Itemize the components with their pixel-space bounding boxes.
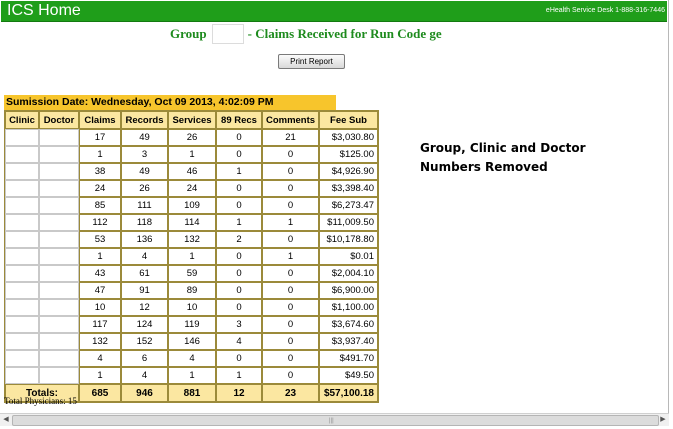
comments-cell: 0 [262,350,319,367]
services-cell: 59 [168,265,216,282]
page-title [170,24,442,44]
clinic-cell-redacted [5,248,39,265]
scroll-thumb[interactable] [12,415,659,426]
service-desk-text: eHealth Service Desk 1-888-316-7446 [545,7,665,14]
comments-cell: 0 [262,316,319,333]
89-recs-cell: 0 [216,197,262,214]
doctor-cell-redacted [39,214,79,231]
home-link[interactable]: ICS Home [7,2,81,19]
89-recs-cell: 1 [216,163,262,180]
records-cell: 12 [121,299,168,316]
claims-cell: 47 [79,282,121,299]
89-recs-cell: 0 [216,146,262,163]
total-fee-sub: $57,100.18 [319,384,378,402]
print-report-button[interactable]: Print Report [278,54,345,69]
clinic-cell-redacted [5,163,39,180]
comments-cell: 0 [262,282,319,299]
column-header-comments: Comments [262,111,319,129]
fee-sub-cell: $6,273.47 [319,197,378,214]
page-title-prefix: Group [170,26,207,41]
records-cell: 4 [121,367,168,384]
clinic-cell-redacted [5,299,39,316]
doctor-cell-redacted [39,129,79,146]
services-cell: 24 [168,180,216,197]
claims-cell: 1 [79,367,121,384]
doctor-cell-redacted [39,333,79,350]
services-cell: 132 [168,231,216,248]
table-row [5,197,378,214]
89-recs-cell: 1 [216,214,262,231]
page-title-suffix: - Claims Received for Run Code ge [247,26,442,41]
records-cell: 61 [121,265,168,282]
records-cell: 111 [121,197,168,214]
submission-date: Sumission Date: Wednesday, Oct 09 2013, 4:02:09 PM [4,95,336,110]
89-recs-cell: 3 [216,316,262,333]
total-claims: 685 [79,384,121,402]
clinic-cell-redacted [5,367,39,384]
clinic-cell-redacted [5,265,39,282]
clinic-cell-redacted [5,180,39,197]
table-row [5,350,378,367]
services-cell: 10 [168,299,216,316]
89-recs-cell: 0 [216,180,262,197]
scroll-left-icon[interactable]: ◀ [3,416,9,423]
clinic-cell-redacted [5,350,39,367]
fee-sub-cell: $3,674.60 [319,316,378,333]
89-recs-cell: 0 [216,129,262,146]
fee-sub-cell: $3,398.40 [319,180,378,197]
comments-cell: 1 [262,214,319,231]
claims-cell: 1 [79,248,121,265]
services-cell: 1 [168,367,216,384]
fee-sub-cell: $10,178.80 [319,231,378,248]
comments-cell: 0 [262,299,319,316]
claims-cell: 1 [79,146,121,163]
comments-cell: 1 [262,248,319,265]
total-records: 946 [121,384,168,402]
services-cell: 119 [168,316,216,333]
claims-cell: 38 [79,163,121,180]
89-recs-cell: 0 [216,282,262,299]
table-row [5,299,378,316]
fee-sub-cell: $3,030.80 [319,129,378,146]
fee-sub-cell: $2,004.10 [319,265,378,282]
claims-cell: 17 [79,129,121,146]
total-physicians: Total Physicians: 15 [4,396,77,406]
clinic-cell-redacted [5,214,39,231]
doctor-cell-redacted [39,231,79,248]
horizontal-scrollbar[interactable] [0,413,669,426]
claims-cell: 43 [79,265,121,282]
services-cell: 1 [168,146,216,163]
table-row [5,333,378,350]
fee-sub-cell: $1,100.00 [319,299,378,316]
fee-sub-cell: $0.01 [319,248,378,265]
total-89-recs: 12 [216,384,262,402]
claims-cell: 112 [79,214,121,231]
services-cell: 109 [168,197,216,214]
89-recs-cell: 0 [216,350,262,367]
fee-sub-cell: $6,900.00 [319,282,378,299]
comments-cell: 0 [262,231,319,248]
records-cell: 136 [121,231,168,248]
table-row [5,214,378,231]
table-body [5,129,378,384]
redaction-note: Group, Clinic and Doctor Numbers Removed [420,141,586,174]
clinic-cell-redacted [5,231,39,248]
records-cell: 118 [121,214,168,231]
table-row [5,146,378,163]
records-cell: 124 [121,316,168,333]
table-row [5,129,378,146]
comments-cell: 0 [262,163,319,180]
services-cell: 89 [168,282,216,299]
column-header-claims: Claims [79,111,121,129]
table-row [5,265,378,282]
column-header-records: Records [121,111,168,129]
claims-table [4,110,379,403]
comments-cell: 0 [262,333,319,350]
top-bar [1,1,667,22]
scroll-right-icon[interactable]: ▶ [660,416,666,423]
clinic-cell-redacted [5,146,39,163]
fee-sub-cell: $49.50 [319,367,378,384]
column-header-clinic: Clinic [5,111,39,129]
table-row [5,231,378,248]
clinic-cell-redacted [5,282,39,299]
89-recs-cell: 4 [216,333,262,350]
89-recs-cell: 2 [216,231,262,248]
fee-sub-cell: $11,009.50 [319,214,378,231]
records-cell: 26 [121,180,168,197]
fee-sub-cell: $4,926.90 [319,163,378,180]
claims-cell: 132 [79,333,121,350]
table-row [5,163,378,180]
column-header-doctor: Doctor [39,111,79,129]
column-header-services: Services [168,111,216,129]
services-cell: 114 [168,214,216,231]
89-recs-cell: 0 [216,299,262,316]
89-recs-cell: 0 [216,248,262,265]
doctor-cell-redacted [39,350,79,367]
doctor-cell-redacted [39,299,79,316]
clinic-cell-redacted [5,333,39,350]
claims-cell: 53 [79,231,121,248]
total-services: 881 [168,384,216,402]
clinic-cell-redacted [5,316,39,333]
services-cell: 4 [168,350,216,367]
comments-cell: 0 [262,197,319,214]
records-cell: 3 [121,146,168,163]
comments-cell: 0 [262,180,319,197]
redacted-group-number [212,24,244,44]
doctor-cell-redacted [39,197,79,214]
comments-cell: 0 [262,146,319,163]
table-row [5,282,378,299]
claims-cell: 117 [79,316,121,333]
doctor-cell-redacted [39,248,79,265]
records-cell: 6 [121,350,168,367]
services-cell: 46 [168,163,216,180]
records-cell: 4 [121,248,168,265]
fee-sub-cell: $3,937.40 [319,333,378,350]
89-recs-cell: 0 [216,265,262,282]
table-row [5,367,378,384]
fee-sub-cell: $125.00 [319,146,378,163]
claims-cell: 10 [79,299,121,316]
comments-cell: 0 [262,367,319,384]
claims-cell: 85 [79,197,121,214]
clinic-cell-redacted [5,129,39,146]
records-cell: 152 [121,333,168,350]
comments-cell: 21 [262,129,319,146]
table-row [5,248,378,265]
records-cell: 91 [121,282,168,299]
doctor-cell-redacted [39,180,79,197]
column-header-89-recs: 89 Recs [216,111,262,129]
services-cell: 26 [168,129,216,146]
claims-cell: 24 [79,180,121,197]
clinic-cell-redacted [5,197,39,214]
records-cell: 49 [121,163,168,180]
column-header-fee-sub: Fee Sub [319,111,378,129]
claims-cell: 4 [79,350,121,367]
records-cell: 49 [121,129,168,146]
grip-icon: ||| [329,418,334,424]
doctor-cell-redacted [39,367,79,384]
89-recs-cell: 1 [216,367,262,384]
total-comments: 23 [262,384,319,402]
table-header-row [5,111,378,129]
doctor-cell-redacted [39,163,79,180]
doctor-cell-redacted [39,146,79,163]
doctor-cell-redacted [39,316,79,333]
doctor-cell-redacted [39,265,79,282]
services-cell: 1 [168,248,216,265]
totals-label: Totals: [5,384,79,402]
services-cell: 146 [168,333,216,350]
doctor-cell-redacted [39,282,79,299]
fee-sub-cell: $491.70 [319,350,378,367]
comments-cell: 0 [262,265,319,282]
table-row [5,316,378,333]
table-row [5,180,378,197]
